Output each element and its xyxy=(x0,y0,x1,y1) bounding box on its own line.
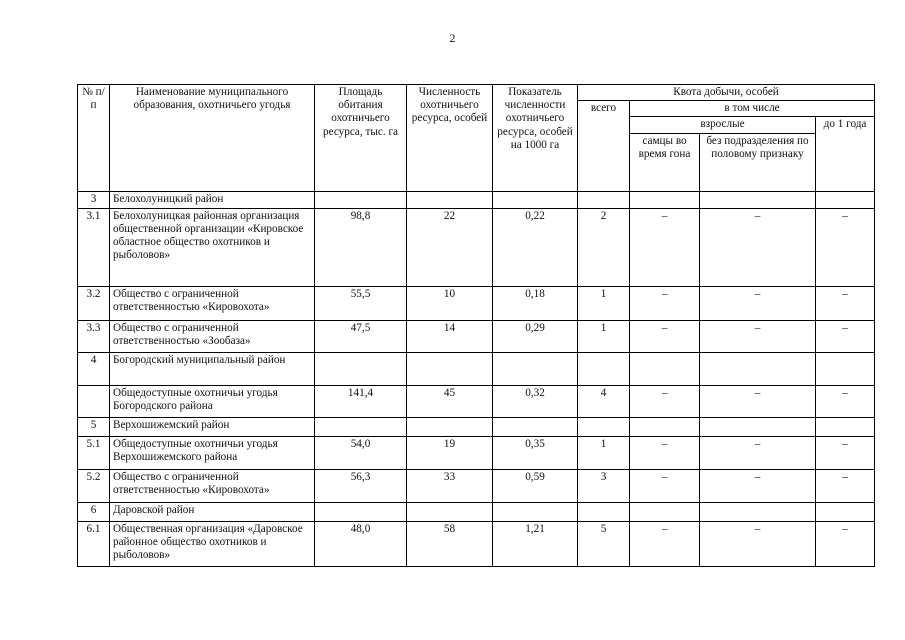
row-no-sex xyxy=(700,191,816,208)
row-density: 0,18 xyxy=(493,286,578,320)
row-males-rut xyxy=(630,502,700,521)
header-name: Наименование муниципального образования, охотничьего угодья xyxy=(110,85,315,192)
district-row xyxy=(78,417,875,436)
row-total: 5 xyxy=(578,521,630,566)
row-density xyxy=(493,191,578,208)
header-density: Показатель численности охотничьего ресурса, особей на 1000 га xyxy=(493,85,578,192)
row-density xyxy=(493,352,578,385)
row-under-one: – xyxy=(816,320,875,352)
row-total xyxy=(578,417,630,436)
row-name: Общедоступные охотничьи угодья Верхошижемского района xyxy=(110,436,315,469)
row-total: 4 xyxy=(578,385,630,417)
row-total xyxy=(578,191,630,208)
row-area: 47,5 xyxy=(315,320,407,352)
table-row xyxy=(78,208,875,286)
district-row xyxy=(78,502,875,521)
row-area: 48,0 xyxy=(315,521,407,566)
row-density: 0,59 xyxy=(493,469,578,502)
row-no-sex xyxy=(700,502,816,521)
row-no-sex: – xyxy=(700,521,816,566)
header-males-rut: самцы во время гона xyxy=(630,133,700,191)
row-no-sex: – xyxy=(700,320,816,352)
row-density: 0,32 xyxy=(493,385,578,417)
row-count xyxy=(407,417,493,436)
row-area: 141,4 xyxy=(315,385,407,417)
row-area xyxy=(315,352,407,385)
row-count: 14 xyxy=(407,320,493,352)
row-area: 54,0 xyxy=(315,436,407,469)
table-row xyxy=(78,286,875,320)
row-density: 0,29 xyxy=(493,320,578,352)
row-name: Верхошижемский район xyxy=(110,417,315,436)
row-under-one: – xyxy=(816,469,875,502)
row-area: 98,8 xyxy=(315,208,407,286)
row-no-sex: – xyxy=(700,286,816,320)
table-row xyxy=(78,521,875,566)
row-males-rut xyxy=(630,352,700,385)
header-under-one: до 1 года xyxy=(816,117,875,191)
row-name: Белохолуницкий район xyxy=(110,191,315,208)
row-under-one: – xyxy=(816,286,875,320)
row-count xyxy=(407,352,493,385)
row-area xyxy=(315,191,407,208)
row-count: 58 xyxy=(407,521,493,566)
row-density: 0,35 xyxy=(493,436,578,469)
row-males-rut: – xyxy=(630,469,700,502)
header-total: всего xyxy=(578,101,630,191)
row-males-rut: – xyxy=(630,436,700,469)
header-including: в том числе xyxy=(630,101,875,117)
header-area: Площадь обитания охотничьего ресурса, тыс. га xyxy=(315,85,407,192)
header-adults: взрослые xyxy=(630,117,816,133)
row-count xyxy=(407,502,493,521)
row-density xyxy=(493,417,578,436)
row-area xyxy=(315,502,407,521)
row-count: 33 xyxy=(407,469,493,502)
row-count: 22 xyxy=(407,208,493,286)
row-males-rut: – xyxy=(630,385,700,417)
row-males-rut: – xyxy=(630,521,700,566)
table-row xyxy=(78,436,875,469)
row-no-sex xyxy=(700,352,816,385)
row-name: Общество с ограниченной ответственностью «Кировохота» xyxy=(110,469,315,502)
row-name: Общественная организация «Даровское районное общество охотников и рыболовов» xyxy=(110,521,315,566)
row-count: 19 xyxy=(407,436,493,469)
district-row xyxy=(78,191,875,208)
row-total xyxy=(578,502,630,521)
row-name: Общество с ограниченной ответственностью «Зообаза» xyxy=(110,320,315,352)
table-row xyxy=(78,385,875,417)
row-count: 45 xyxy=(407,385,493,417)
row-area xyxy=(315,417,407,436)
table-row xyxy=(78,320,875,352)
row-density: 0,22 xyxy=(493,208,578,286)
row-num: 6 xyxy=(78,502,110,521)
row-name: Богородский муниципальный район xyxy=(110,352,315,385)
row-under-one xyxy=(816,191,875,208)
row-area: 56,3 xyxy=(315,469,407,502)
row-num: 5.2 xyxy=(78,469,110,502)
row-under-one: – xyxy=(816,436,875,469)
header-num: № п/п xyxy=(78,85,110,192)
header-count: Численность охотничьего ресурса, особей xyxy=(407,85,493,192)
row-no-sex xyxy=(700,417,816,436)
row-density: 1,21 xyxy=(493,521,578,566)
row-num: 6.1 xyxy=(78,521,110,566)
row-under-one xyxy=(816,502,875,521)
row-total: 2 xyxy=(578,208,630,286)
row-no-sex: – xyxy=(700,469,816,502)
row-name: Общество с ограниченной ответственностью «Кировохота» xyxy=(110,286,315,320)
row-males-rut: – xyxy=(630,286,700,320)
row-name: Белохолуницкая районная организация общественной организации «Кировское областное общество охотников и рыболовов» xyxy=(110,208,315,286)
row-area: 55,5 xyxy=(315,286,407,320)
table-body xyxy=(78,191,875,566)
row-total: 1 xyxy=(578,320,630,352)
row-males-rut xyxy=(630,417,700,436)
row-under-one: – xyxy=(816,208,875,286)
header-quota: Квота добычи, особей xyxy=(578,85,875,101)
row-name: Общедоступные охотничьи угодья Богородского района xyxy=(110,385,315,417)
header-no-sex: без подразделения по половому признаку xyxy=(700,133,816,191)
row-no-sex: – xyxy=(700,436,816,469)
row-under-one: – xyxy=(816,385,875,417)
row-num xyxy=(78,385,110,417)
row-no-sex: – xyxy=(700,208,816,286)
row-total: 1 xyxy=(578,286,630,320)
row-males-rut: – xyxy=(630,208,700,286)
district-row xyxy=(78,352,875,385)
row-under-one: – xyxy=(816,521,875,566)
row-under-one xyxy=(816,417,875,436)
row-males-rut: – xyxy=(630,320,700,352)
row-total xyxy=(578,352,630,385)
row-count xyxy=(407,191,493,208)
row-count: 10 xyxy=(407,286,493,320)
row-name: Даровской район xyxy=(110,502,315,521)
page-number: 2 xyxy=(449,31,456,45)
table-row xyxy=(78,469,875,502)
row-males-rut xyxy=(630,191,700,208)
row-under-one xyxy=(816,352,875,385)
row-num: 4 xyxy=(78,352,110,385)
row-num: 3.1 xyxy=(78,208,110,286)
row-no-sex: – xyxy=(700,385,816,417)
quota-table xyxy=(77,84,875,567)
row-num: 3 xyxy=(78,191,110,208)
row-num: 3.3 xyxy=(78,320,110,352)
row-density xyxy=(493,502,578,521)
row-total: 1 xyxy=(578,436,630,469)
row-num: 3.2 xyxy=(78,286,110,320)
row-num: 5 xyxy=(78,417,110,436)
row-total: 3 xyxy=(578,469,630,502)
table-header xyxy=(78,85,875,192)
row-num: 5.1 xyxy=(78,436,110,469)
